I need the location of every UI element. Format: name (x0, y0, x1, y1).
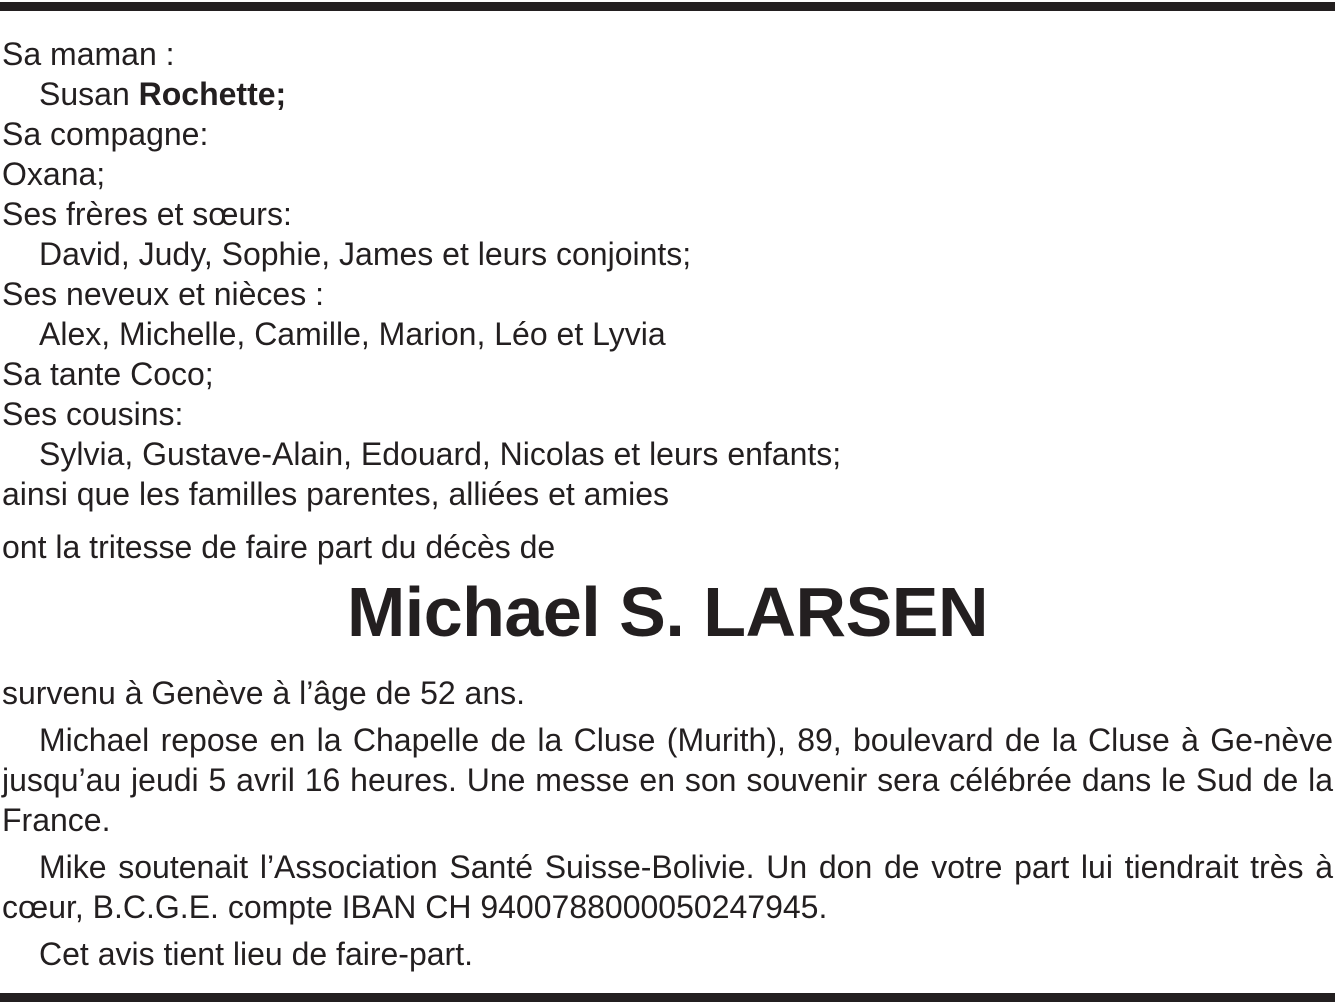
family-line (2, 474, 1332, 514)
family-line (2, 274, 1332, 314)
family-line (2, 234, 1332, 274)
family-surname: Rochette; (138, 76, 287, 112)
family-line (2, 194, 1332, 234)
family-line-text: Sylvia, Gustave-Alain, Edouard, Nicolas et leurs enfants; (39, 436, 842, 472)
family-line-text: Sa maman : (2, 36, 175, 72)
top-rule (0, 2, 1335, 11)
family-line-text: Ses frères et sœurs: (2, 196, 292, 232)
family-line (2, 354, 1332, 394)
deceased-name: Michael S. LARSEN (346, 573, 989, 651)
family-line (2, 314, 1332, 354)
bottom-rule (0, 993, 1335, 1002)
family-line (2, 74, 1332, 114)
family-line-text: ainsi que les familles parentes, alliées et amies (2, 476, 669, 512)
death-place-age: survenu à Genève à l’âge de 52 ans. (2, 675, 526, 711)
family-line (2, 394, 1332, 434)
family-line (2, 434, 1332, 474)
announcement-text: ont la tritesse de faire part du décès de (2, 529, 556, 565)
notice-body (2, 673, 1333, 974)
family-line-text: Sa compagne: (2, 116, 209, 152)
family-line-text: Ses neveux et nièces : (2, 276, 324, 312)
donation-paragraph: Mike soutenait l’Association Santé Suisse-Bolivie. Un don de votre part lui tiendrait très à cœur, B.C.G.E. compte IBAN CH 9400788000050247945. (2, 849, 1333, 925)
family-line-text: Alex, Michelle, Camille, Marion, Léo et Lyvia (39, 316, 666, 352)
family-list (2, 34, 1332, 514)
family-line-text: Ses cousins: (2, 396, 184, 432)
chapel-paragraph: Michael repose en la Chapelle de la Cluse (Murith), 89, boulevard de la Cluse à Ge-nève jusqu’au jeudi 5 avril 16 heures. Une messe en son souvenir sera célébrée dans le Sud de la France. (2, 722, 1333, 838)
family-line-text: Susan (39, 76, 139, 112)
family-line-text: Sa tante Coco; (2, 356, 214, 392)
family-line-text: Oxana; (2, 156, 106, 192)
family-line (2, 154, 1332, 194)
family-line (2, 114, 1332, 154)
family-line-text: David, Judy, Sophie, James et leurs conjoints; (39, 236, 692, 272)
notice-paragraph: Cet avis tient lieu de faire-part. (39, 936, 473, 972)
family-line (2, 34, 1332, 74)
